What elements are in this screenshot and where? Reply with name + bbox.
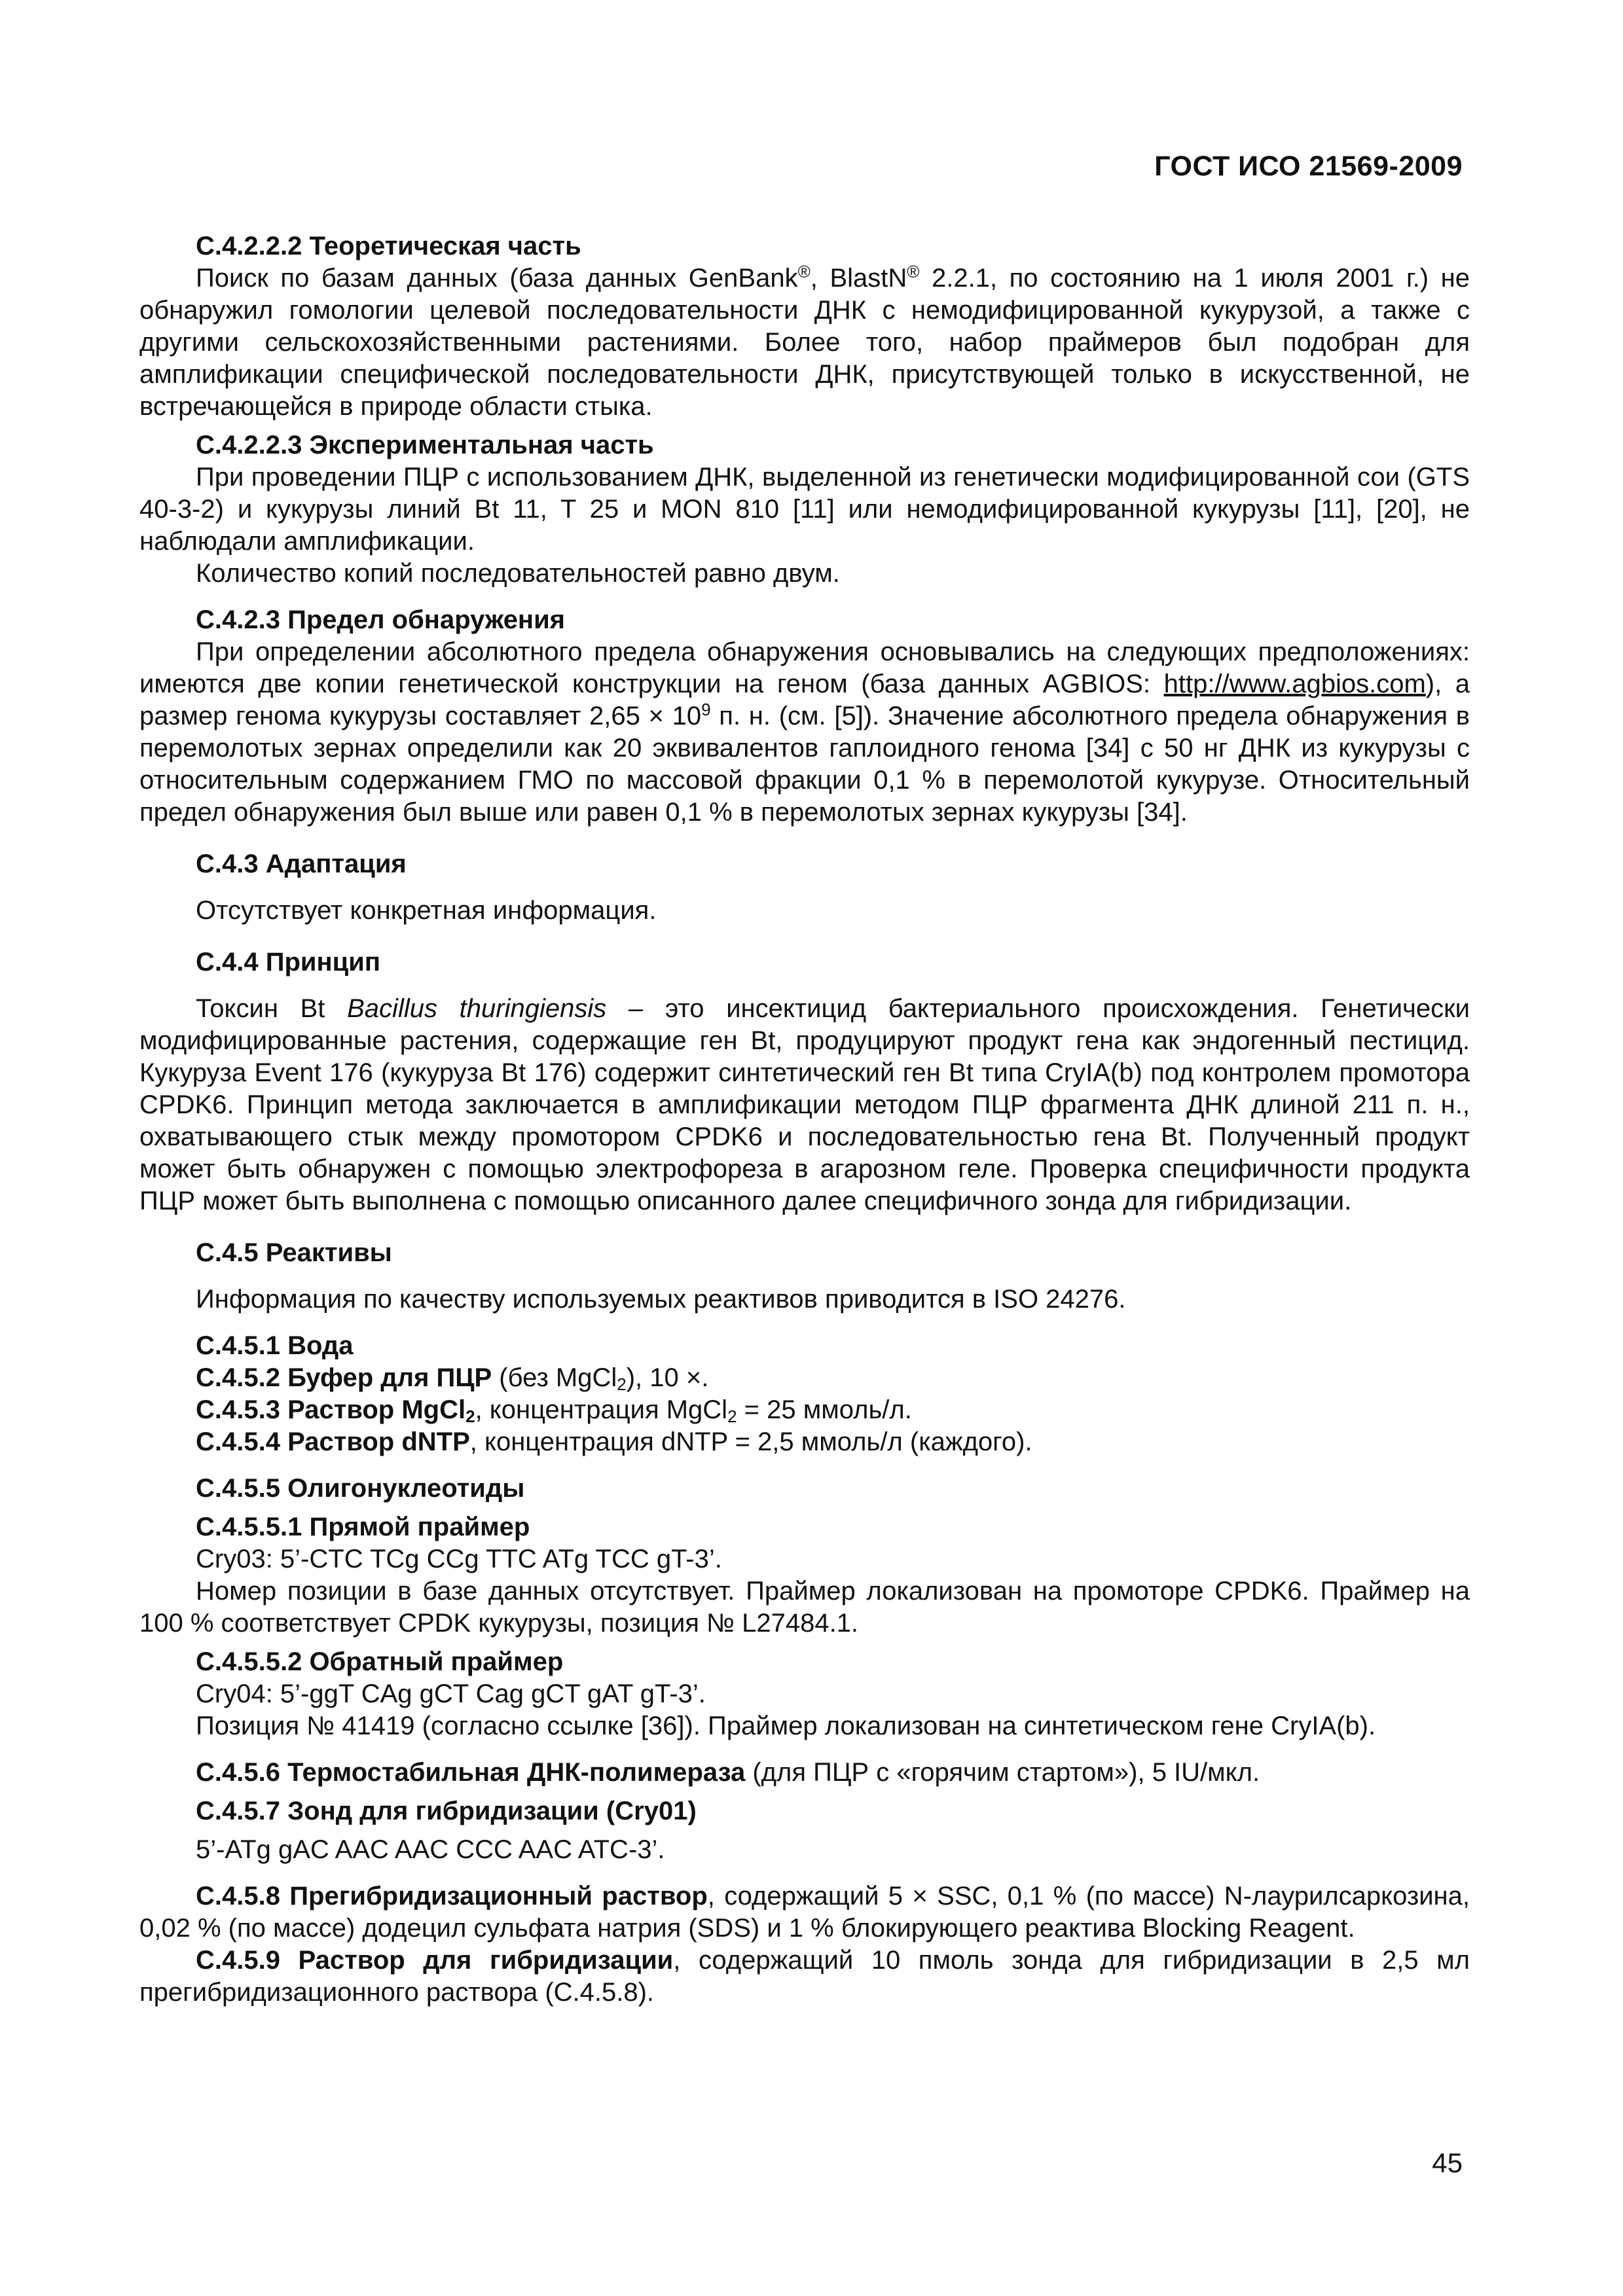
item-label: С.4.5.2 Буфер для ПЦР	[196, 1363, 492, 1392]
item-label: С.4.5.5.2 Обратный праймер	[196, 1647, 564, 1676]
text-run: 2.2.1, по состоянию на 1 июля 2001 г.) не обнаружил гомологии целевой последовательности ДНК с немодифицированной кукурузой, а также с другими сельскохозяйственными растениями. Более того, набор праймеров был подобран для амплификации специфической последовательности ДНК, присутствующей только в искусственной, не встречающейся в природе области стыка.	[139, 264, 1470, 421]
item-c45551	[139, 1511, 1470, 1543]
subscript: 2	[727, 1407, 737, 1426]
primer-sequence-cry04: Cry04: 5’-ggT CAg gCT Cag gCT gAT gT-3’.	[196, 1679, 706, 1708]
text-run: ), 10 ×.	[626, 1363, 709, 1392]
species-name: Bacillus thuringiensis	[347, 994, 607, 1023]
item-c45552	[139, 1646, 1470, 1678]
item-label: С.4.5.5 Олигонуклеотиды	[196, 1474, 525, 1503]
item-c4553	[139, 1394, 1470, 1426]
text-run: , содержащий 10 пмоль зонда для гибридизации в 2,5 мл прегибридизационного раствора (С.4.5.8).	[139, 1946, 1470, 2007]
text-run: – это инсектицид бактериального происхождения. Генетически модифицированные растения, содержащие ген Bt, продуцируют продукт гена как эндогенный пестицид. Кукуруза Event 176 (кукуруза Bt 176) содержит синтетический ген Bt типа CryIA(b) под контролем промотора CPDK6. Принцип метода заключается в амплификации методом ПЦР фрагмента ДНК длиной 211 п. н., охватывающего стык между промотором CPDK6 и последовательностью гена Bt. Полученный продукт может быть обнаружен с помощью электрофореза в агарозном геле. Проверка специфичности продукта ПЦР может быть выполнена с помощью описанного далее специфичного зонда для гибридизации.	[139, 994, 1470, 1215]
text-run: Токсин Bt	[196, 994, 348, 1023]
section-heading-c42222: С.4.2.2.2 Теоретическая часть	[196, 232, 581, 260]
item-c4558	[139, 1880, 1470, 1945]
item-c4552	[139, 1362, 1470, 1394]
primer-sequence-cry03: Cry03: 5’-CTC TCg CCg TTC ATg TCC gT-3’.	[196, 1545, 722, 1573]
text-run: С.4.5.3 Раствор MgCl	[196, 1395, 466, 1424]
item-label	[196, 1395, 475, 1424]
section-heading-c4223: С.4.2.3 Предел обнаружения	[196, 605, 566, 634]
item-c4557	[139, 1795, 1470, 1827]
item-label: С.4.5.9 Раствор для гибридизации	[196, 1946, 674, 1975]
text-run: , BlastN	[810, 264, 907, 293]
agbios-link[interactable]: http://www.agbios.com	[1163, 670, 1426, 698]
text-run: (для ПЦР с «горячим стартом»), 5 IU/мкл.	[745, 1758, 1260, 1787]
item-label: С.4.5.4 Раствор dNTP	[196, 1427, 470, 1456]
item-c4551	[139, 1330, 1470, 1362]
text-run: , концентрация MgCl	[475, 1395, 728, 1424]
paragraph-theory	[139, 262, 1470, 423]
section-heading-c443: С.4.3 Адаптация	[196, 850, 407, 878]
section-heading-c444: С.4.4 Принцип	[196, 948, 380, 977]
item-label: С.4.5.6 Термостабильная ДНК-полимераза	[196, 1758, 746, 1787]
subscript: 2	[465, 1407, 475, 1426]
exponent: 9	[701, 700, 711, 719]
page-number: 45	[1432, 2147, 1463, 2178]
paragraph-reagents: Информация по качеству используемых реактивов приводится в ISO 24276.	[196, 1285, 1126, 1314]
standard-code-header: ГОСТ ИСО 21569-2009	[1154, 151, 1463, 182]
probe-sequence-cry01: 5’-ATg gAC AAC AAC CCC AAC ATC-3’.	[196, 1835, 665, 1864]
subscript: 2	[617, 1374, 627, 1394]
item-label: С.4.5.8 Прегибридизационный раствор	[196, 1882, 708, 1910]
text-run: , содержащий 5 × SSC, 0,1 % (по массе) N-лаурилсаркозина, 0,02 % (по массе) додецил сульфата натрия (SDS) и 1 % блокирующего реактива Blocking Reagent.	[139, 1882, 1470, 1943]
paragraph-principle	[139, 993, 1470, 1217]
paragraph-reverse-primer: Позиция № 41419 (согласно ссылке [36]). Праймер локализован на синтетическом гене CryIA(b).	[196, 1712, 1376, 1740]
registered-mark: ®	[797, 262, 811, 281]
paragraph-experimental: При проведении ПЦР с использованием ДНК, выделенной из генетически модифицированной сои (GTS 40-3-2) и кукурузы линий Bt 11, T 25 и MON 810 [11] или немодифицированной кукурузы [11], [20], не наблюдали амплификации.	[139, 463, 1470, 556]
item-label: С.4.5.5.1 Прямой праймер	[196, 1513, 530, 1541]
item-label: С.4.5.7 Зонд для гибридизации (Cry01)	[196, 1797, 697, 1825]
text-run: п. н. (см. [5]). Значение абсолютного предела обнаружения в перемолотых зернах определили как 20 эквивалентов гаплоидного генома [34] с 50 нг ДНК из кукурузы с относительным содержанием ГМО по массовой фракции 0,1 % в перемолотой кукурузе. Относительный предел обнаружения был выше или равен 0,1 % в перемолотых зернах кукурузы [34].	[139, 702, 1470, 827]
item-c4555	[139, 1473, 1470, 1505]
item-c4554	[139, 1426, 1470, 1458]
text-run: При определении абсолютного предела обнаружения основывались на следующих предположениях: имеются две копии генетической конструкции на геном (база данных AGBIOS:	[139, 637, 1470, 698]
text-run: = 25 ммоль/л.	[737, 1395, 912, 1424]
text-run: (без MgCl	[492, 1363, 617, 1392]
paragraph-copy-number: Количество копий последовательностей равно двум.	[196, 559, 840, 588]
paragraph-detection-limit	[139, 636, 1470, 829]
page-content	[139, 230, 1470, 2009]
text-run: ), а размер генома кукурузы составляет 2,65 × 10	[139, 670, 1470, 730]
section-heading-c42223: С.4.2.2.3 Экспериментальная часть	[196, 431, 654, 459]
item-c4556	[139, 1757, 1470, 1789]
text-run: , концентрация dNTP = 2,5 ммоль/л (каждого).	[469, 1427, 1032, 1456]
section-heading-c445: С.4.5 Реактивы	[196, 1238, 392, 1267]
item-c4559	[139, 1945, 1470, 2009]
item-label: С.4.5.1 Вода	[196, 1331, 354, 1360]
paragraph-forward-primer: Номер позиции в базе данных отсутствует. Праймер локализован на промоторе CPDK6. Праймер на 100 % соответствует CPDK кукурузы, позиция № L27484.1.	[139, 1577, 1470, 1638]
paragraph-adaptation: Отсутствует конкретная информация.	[196, 896, 657, 925]
text-run: Поиск по базам данных (база данных GenBank	[196, 264, 798, 293]
registered-mark: ®	[907, 262, 920, 281]
